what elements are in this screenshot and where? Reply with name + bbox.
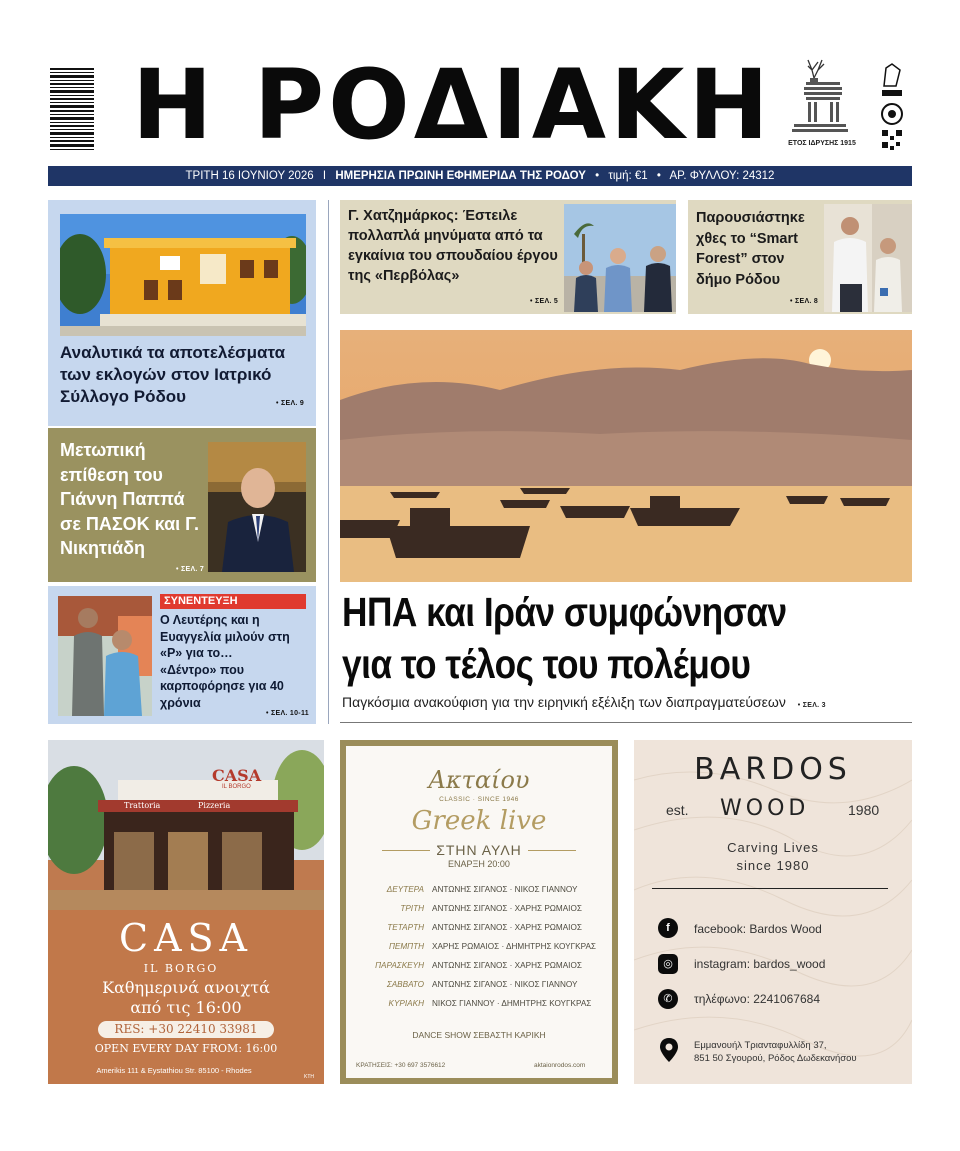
hatzimarkos-photo — [564, 204, 676, 312]
page-ref: • ΣΕΛ. 7 — [176, 566, 205, 573]
page-ref: • ΣΕΛ. 9 — [276, 400, 305, 407]
bardos-instagram[interactable]: instagram: bardos_wood — [694, 957, 826, 971]
bardos-year: 1980 — [848, 802, 880, 818]
bullet: • — [595, 170, 600, 182]
medical-association-photo — [60, 214, 306, 336]
ad-casa[interactable] — [48, 740, 324, 1084]
schedule-day: ΠΑΡΑΣΚΕΥΗ — [375, 961, 424, 970]
bardos-address1: Εμμανουήλ Τριανταφυλλίδη 37, — [694, 1040, 827, 1051]
schedule-day: ΤΕΤΑΡΤΗ — [387, 923, 424, 932]
interview-tag: ΣΥΝΕΝΤΕΥΞΗ — [160, 594, 306, 609]
aktaiou-brand: Ακταίου — [428, 766, 530, 794]
wood-grain-pattern — [634, 740, 912, 1084]
price: τιμή: €1 — [608, 170, 648, 182]
schedule-row — [346, 880, 612, 899]
facebook-icon: f — [658, 918, 678, 938]
main-headline-line2: για το τέλος του πολέμου — [342, 641, 751, 687]
deer-logo-icon — [788, 56, 852, 136]
story-hatzimarkos-card[interactable] — [340, 200, 676, 314]
schedule-artists: ΑΝΤΩΝΗΣ ΣΙΓΑΝΟΣ · ΧΑΡΗΣ ΡΩΜΑΙΟΣ — [432, 904, 582, 913]
column-divider — [328, 200, 329, 724]
smart-forest-photo — [824, 204, 912, 312]
story-pappas-card[interactable] — [48, 428, 316, 582]
main-headline — [342, 586, 834, 690]
barcode — [48, 64, 94, 154]
bardos-rule — [652, 888, 888, 889]
bardos-phone[interactable]: τηλέφωνο: 2241067684 — [694, 992, 820, 1006]
bardos-est: est. — [666, 802, 689, 818]
schedule-day: ΔΕΥΤΕΡΑ — [386, 885, 424, 894]
pappas-headline: Μετωπική επίθεση του Γιάννη Παππά σε ΠΑΣΟΚ και Γ. Νικητιάδη — [60, 440, 200, 558]
casa-line1: Καθημερινά ανοιχτά — [102, 978, 270, 997]
story-smart-forest-card[interactable] — [688, 200, 912, 314]
main-subheadline-text: Παγκόσμια ανακούφιση για την ειρηνική εξέλιξη των διαπραγματεύσεων — [342, 694, 786, 710]
story-interview-card[interactable] — [48, 586, 316, 724]
page-ref: • ΣΕΛ. 3 — [797, 702, 826, 709]
aktaiou-dance: DANCE SHOW ΣΕΒΑΣΤΗ ΚΑΡΙΚΗ — [412, 1030, 546, 1040]
aktaiou-reservations: ΚΡΑΤΗΣΕΙΣ: +30 697 3576612 — [356, 1062, 446, 1069]
aktaiou-panel — [346, 746, 612, 1078]
casa-logo: CASA — [119, 916, 253, 960]
schedule-row — [346, 956, 612, 975]
certification-seals-icon — [874, 62, 910, 154]
casa-address: Amerikis 111 & Eystathiou Str. 85100 - Rhodes — [96, 1066, 252, 1075]
aktaiou-schedule — [346, 880, 612, 1013]
interview-headline: Ο Λευτέρης και η Ευαγγελία μιλούν στη «Ρ» για το… «Δέντρο» που καρποφόρησε για 40 χρόνια — [160, 613, 290, 710]
bardos-wood: WOOD — [720, 796, 810, 821]
bullet: • — [656, 170, 661, 182]
aktaiou-script: Greek live — [411, 806, 547, 836]
casa-phone: RES: +30 22410 33981 — [98, 1021, 274, 1038]
bardos-logo: BARDOS — [694, 752, 852, 787]
main-story-photo — [340, 330, 912, 582]
story-medical-card[interactable] — [48, 200, 316, 426]
schedule-day: ΠΕΜΠΤΗ — [388, 942, 424, 951]
interview-photo — [58, 596, 152, 716]
bardos-address2: 851 50 Σγουρού, Ρόδος Δωδεκανήσου — [694, 1053, 857, 1064]
instagram-icon: ◎ — [658, 954, 678, 974]
section-rule — [340, 722, 912, 723]
schedule-artists: ΧΑΡΗΣ ΡΩΜΑΙΟΣ · ΔΗΜΗΤΡΗΣ ΚΟΥΓΚΡΑΣ — [432, 942, 596, 951]
phone-icon: ✆ — [658, 989, 678, 1009]
aktaiou-venue-text: ΣΤΗΝ ΑΥΛΗ — [430, 842, 528, 858]
casa-line2: από τις 16:00 — [130, 998, 242, 1017]
schedule-row — [346, 918, 612, 937]
casa-sign: CASA — [212, 766, 262, 785]
strip-separator: I — [322, 170, 327, 182]
schedule-artists: ΑΝΤΩΝΗΣ ΣΙΓΑΝΟΣ · ΧΑΡΗΣ ΡΩΜΑΙΟΣ — [432, 961, 582, 970]
medical-headline: Αναλυτικά τα αποτελέσματα των εκλογών στον Ιατρικό Σύλλογο Ρόδου — [60, 343, 286, 406]
schedule-day: ΤΡΙΤΗ — [400, 904, 424, 913]
schedule-artists: ΑΝΤΩΝΗΣ ΣΙΓΑΝΟΣ · ΝΙΚΟΣ ΓΙΑΝΝΟΥ — [432, 885, 578, 894]
casa-credit: ΚΤΗ — [304, 1074, 314, 1080]
pappas-photo — [208, 442, 306, 572]
hatzimarkos-headline: Γ. Χατζημάρκος: Έστειλε πολλαπλά μηνύματα από τα εγκαίνια του σπουδαίου έργου της «Περβόλας» — [348, 208, 558, 284]
issue-number: ΑΡ. ΦΥΛΛΟΥ: 24312 — [669, 170, 775, 182]
schedule-artists: ΝΙΚΟΣ ΓΙΑΝΝΟΥ · ΔΗΜΗΤΡΗΣ ΚΟΥΓΚΡΑΣ — [432, 999, 592, 1008]
schedule-artists: ΑΝΤΩΝΗΣ ΣΙΓΑΝΟΣ · ΝΙΚΟΣ ΓΙΑΝΝΟΥ — [432, 980, 578, 989]
bardos-tagline1: Carving Lives — [727, 840, 819, 855]
aktaiou-start: ΕΝΑΡΞΗ 20:00 — [448, 859, 510, 869]
aktaiou-classic: CLASSIC · SINCE 1946 — [439, 796, 519, 803]
masthead-title: Η ΡΟΔΙΑΚΗ — [132, 49, 773, 161]
schedule-day: ΣΑΒΒΑΤΟ — [386, 980, 424, 989]
ad-bardos-wood[interactable] — [634, 740, 912, 1084]
date-strip — [48, 166, 912, 186]
casa-sign-sub: IL BORGO — [222, 784, 251, 790]
schedule-row — [346, 937, 612, 956]
main-subheadline — [342, 694, 914, 710]
schedule-row — [346, 994, 612, 1013]
schedule-day: ΚΥΡΙΑΚΗ — [388, 999, 424, 1008]
bardos-tagline2: since 1980 — [736, 858, 810, 873]
schedule-row — [346, 975, 612, 994]
issue-date: ΤΡΙΤΗ 16 ΙΟΥΝΙΟΥ 2026 — [185, 170, 314, 182]
bardos-facebook[interactable]: facebook: Bardos Wood — [694, 922, 822, 936]
aktaiou-site[interactable]: aktaionrodos.com — [534, 1062, 586, 1069]
casa-trattoria: Trattoria — [124, 801, 161, 810]
casa-pizzeria: Pizzeria — [198, 801, 231, 810]
page-ref: • ΣΕΛ. 5 — [530, 298, 559, 305]
page-ref: • ΣΕΛ. 8 — [790, 298, 819, 305]
page-ref: • ΣΕΛ. 10-11 — [266, 710, 309, 717]
founded-year: ΕΤΟΣ ΙΔΡΥΣΗΣ 1915 — [788, 140, 856, 147]
schedule-row — [346, 899, 612, 918]
casa-logo-sub: IL BORGO — [143, 962, 219, 975]
schedule-artists: ΑΝΤΩΝΗΣ ΣΙΓΑΝΟΣ · ΧΑΡΗΣ ΡΩΜΑΙΟΣ — [432, 923, 582, 932]
tagline: ΗΜΕΡΗΣΙΑ ΠΡΩΙΝΗ ΕΦΗΜΕΡΙΔΑ ΤΗΣ ΡΟΔΟΥ — [335, 170, 586, 182]
main-headline-line1: ΗΠΑ και Ιράν συμφώνησαν — [342, 589, 787, 635]
aktaiou-venue — [346, 842, 612, 858]
casa-hours: OPEN EVERY DAY FROM: 16:00 — [94, 1042, 278, 1055]
smart-forest-headline: Παρουσιάστηκε χθες το “Smart Forest” στον δήμο Ρόδου — [696, 210, 805, 288]
location-pin-icon — [660, 1038, 678, 1062]
